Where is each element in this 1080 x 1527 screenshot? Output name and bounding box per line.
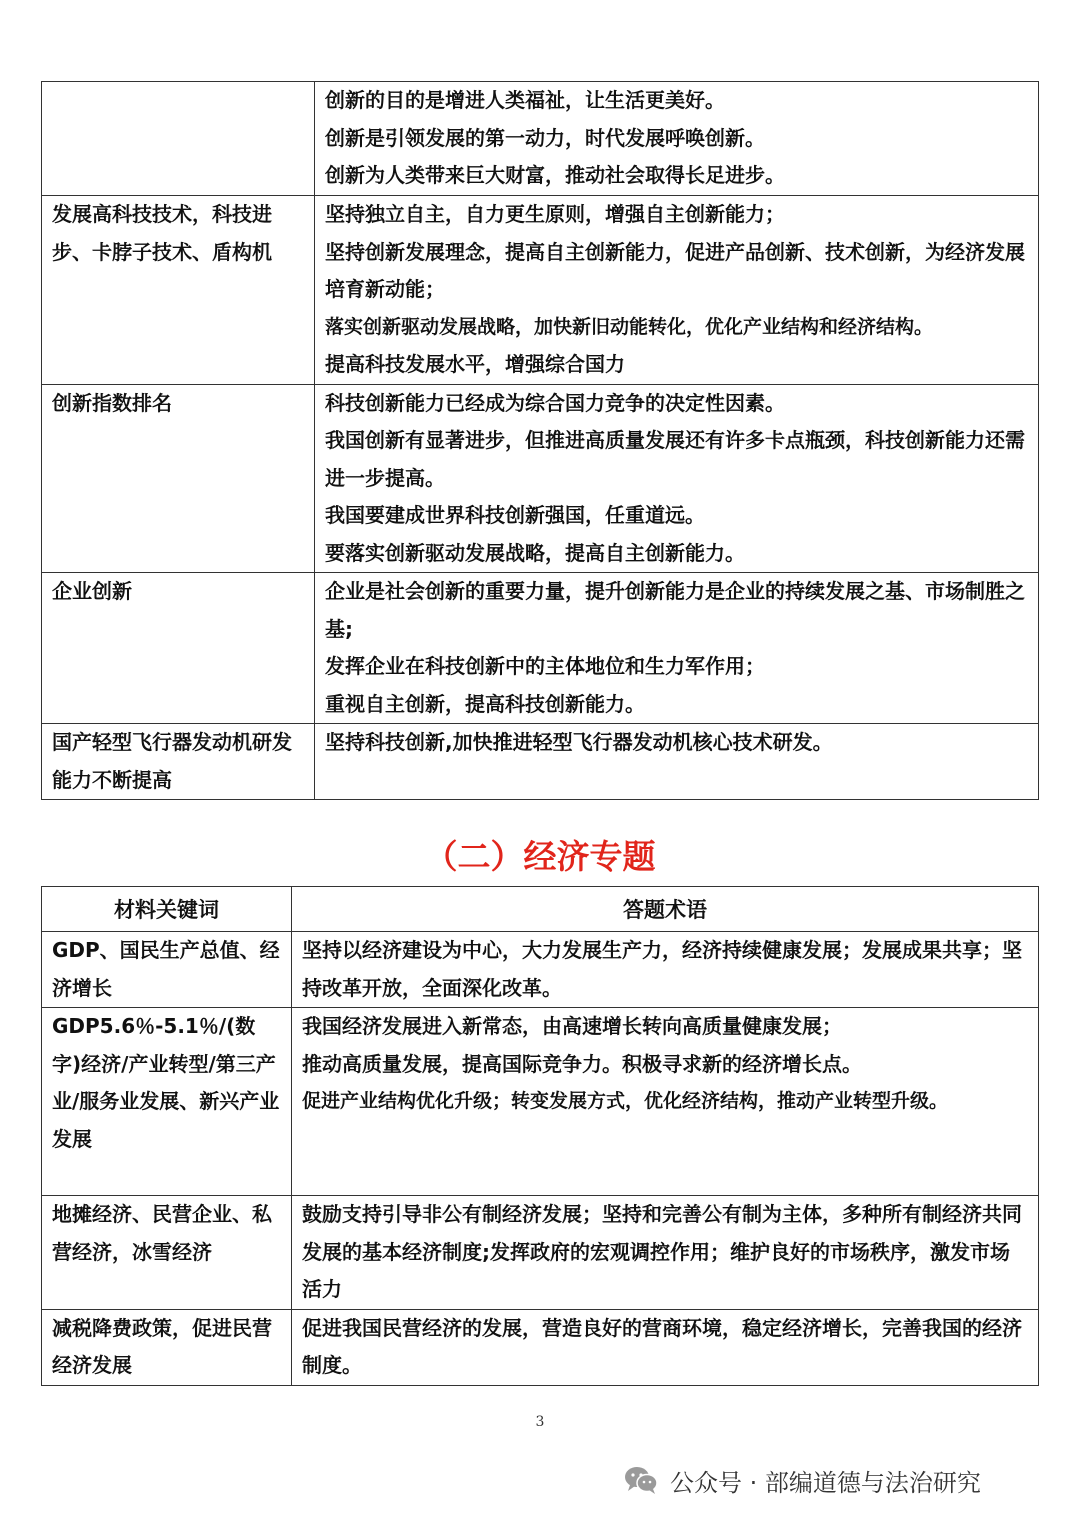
table-row	[42, 196, 1039, 385]
term-line: 坚持以经济建设为中心，大力发展生产力，经济持续健康发展；发展成果共享；坚持改革开放，全面深化改革。	[302, 938, 1022, 1000]
table-row	[42, 724, 1039, 800]
column-header-keyword: 材料关键词	[42, 887, 292, 932]
term-cell	[292, 1196, 1039, 1310]
term-line: 创新是引领发展的第一动力，时代发展呼唤创新。	[325, 125, 765, 150]
term-line: 促进产业结构优化升级；转变发展方式，优化经济结构，推动产业转型升级。	[302, 1090, 949, 1112]
keyword-text: 创新指数排名	[52, 390, 172, 415]
keyword-text: 发展高科技技术，科技进步、卡脖子技术、盾构机	[52, 202, 272, 264]
term-cell	[315, 82, 1039, 196]
keyword-text: 减税降费政策，促进民营经济发展	[52, 1315, 272, 1377]
column-header-terms: 答题术语	[292, 887, 1039, 932]
keyword-cell	[42, 82, 315, 196]
keyword-cell	[42, 724, 315, 800]
keyword-cell	[42, 1196, 292, 1310]
term-line: 创新的目的是增进人类福祉，让生活更美好。	[325, 88, 725, 112]
watermark-text: 公众号 · 部编道德与法治研究	[670, 1468, 981, 1497]
term-line: 坚持科技创新,加快推进轻型飞行器发动机核心技术研发。	[325, 730, 833, 754]
keyword-cell	[42, 573, 315, 724]
table-header-row	[42, 887, 1039, 932]
keyword-text: GDP、国民生产总值、经济增长	[52, 938, 280, 1000]
term-line: 鼓励支持引导非公有制经济发展；坚持和完善公有制为主体，多种所有制经济共同发展的基本经济制度;发挥政府的宏观调控作用；维护良好的市场秩序，激发市场活力	[302, 1202, 1022, 1301]
term-line: 落实创新驱动发展战略，加快新旧动能转化，优化产业结构和经济结构。	[325, 315, 934, 338]
table-row	[42, 1008, 1039, 1196]
innovation-table	[41, 81, 1039, 800]
term-line: 我国经济发展进入新常态，由高速增长转向高质量健康发展；	[302, 1014, 842, 1038]
wechat-icon	[624, 1465, 658, 1495]
term-line: 促进我国民营经济的发展，营造良好的营商环境，稳定经济增长，完善我国的经济制度。	[302, 1315, 1022, 1377]
term-line: 提高科技发展水平，增强综合国力	[325, 352, 625, 376]
table-row	[42, 82, 1039, 196]
term-line: 科技创新能力已经成为综合国力竞争的决定性因素。	[325, 390, 785, 415]
term-line: 重视自主创新，提高科技创新能力。	[325, 691, 645, 716]
term-cell	[315, 384, 1039, 573]
table-row	[42, 384, 1039, 573]
term-line: 企业是社会创新的重要力量，提升创新能力是企业的持续发展之基、市场制胜之基;	[325, 579, 1025, 641]
term-cell	[315, 196, 1039, 385]
watermark	[624, 1458, 981, 1502]
table-row	[42, 573, 1039, 724]
term-line: 要落实创新驱动发展战略，提高自主创新能力。	[325, 540, 745, 565]
term-line: 推动高质量发展，提高国际竞争力。积极寻求新的经济增长点。	[302, 1051, 862, 1076]
keyword-text: 国产轻型飞行器发动机研发能力不断提高	[52, 730, 292, 792]
term-line: 坚持创新发展理念，提高自主创新能力，促进产品创新、技术创新，为经济发展培育新动能；	[325, 239, 1025, 301]
table-row	[42, 932, 1039, 1008]
keyword-text: 企业创新	[52, 579, 132, 603]
keyword-cell	[42, 196, 315, 385]
term-cell	[315, 724, 1039, 800]
term-line: 创新为人类带来巨大财富，推动社会取得长足进步。	[325, 163, 785, 187]
term-cell	[292, 1309, 1039, 1385]
table-row	[42, 1309, 1039, 1385]
term-line: 坚持独立自主，自力更生原则，增强自主创新能力；	[325, 202, 785, 226]
page-number: 3	[535, 1414, 545, 1430]
term-cell	[292, 932, 1039, 1008]
economy-table	[41, 886, 1039, 1386]
term-line: 我国要建成世界科技创新强国，任重道远。	[325, 503, 705, 527]
keyword-cell	[42, 1309, 292, 1385]
section-title: （二）经济专题	[424, 837, 656, 876]
table-row	[42, 1196, 1039, 1310]
term-cell	[292, 1008, 1039, 1196]
keyword-cell	[42, 384, 315, 573]
keyword-cell	[42, 932, 292, 1008]
keyword-cell	[42, 1008, 292, 1196]
keyword-text: 地摊经济、民营企业、私营经济，冰雪经济	[52, 1202, 272, 1264]
term-line: 发挥企业在科技创新中的主体地位和生力军作用；	[325, 654, 765, 678]
term-cell	[315, 573, 1039, 724]
keyword-text: GDP5.6％-5.1％/(数字)经济/产业转型/第三产业/服务业发展、新兴产业发展	[52, 1014, 280, 1151]
term-line: 我国创新有显著进步，但推进高质量发展还有许多卡点瓶颈，科技创新能力还需进一步提高。	[325, 428, 1025, 490]
